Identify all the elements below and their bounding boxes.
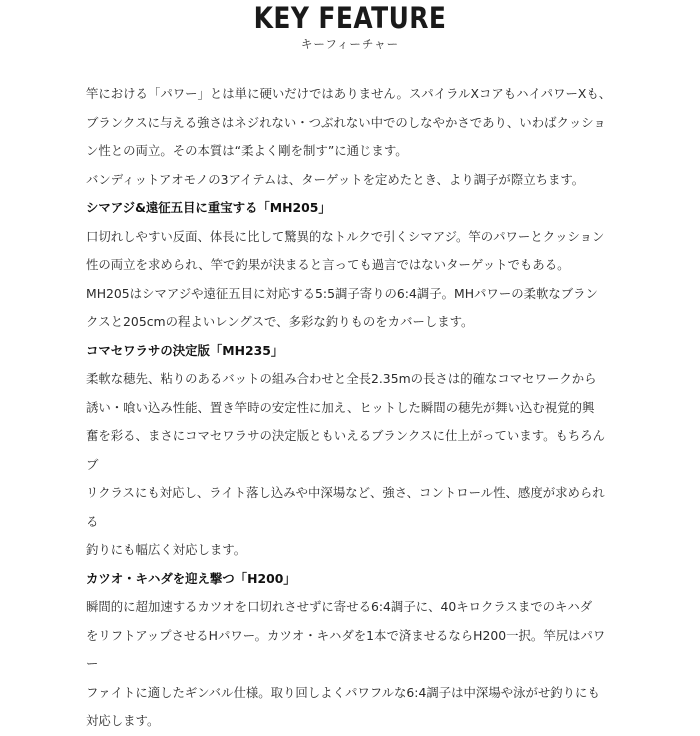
section-heading-mh235: コマセワラサの決定版「MH235」 bbox=[86, 342, 284, 358]
section-line: をリフトアップさせるHパワー。カツオ・キハダを1本で済ませるならH200一択。竿尻はパワー bbox=[86, 627, 606, 671]
section-line: 対応します。 bbox=[86, 713, 160, 728]
feature-body bbox=[86, 80, 616, 736]
feature-header bbox=[0, 0, 700, 52]
section-heading-mh205: シマアジ&遠征五目に重宝する「MH205」 bbox=[86, 200, 331, 215]
section-line: 誘い・喰い込み性能、置き竿時の安定性に加え、ヒットした瞬間の穂先が舞い込む視覚的興 bbox=[86, 399, 595, 415]
page-subtitle: キーフィーチャー bbox=[300, 37, 400, 51]
section-line: 口切れしやすい反面、体長に比して驚異的なトルクで引くシマアジ。竿のパワーとクッション bbox=[86, 228, 605, 244]
section-line: 性の両立を求められ、竿で釣果が決まると言っても過言ではないターゲットでもある。 bbox=[86, 257, 570, 272]
section-line: MH205はシマアジや遠征五目に対応する5:5調子寄りの6:4調子。MHパワーの柔軟なブラン bbox=[86, 285, 598, 301]
section-heading-h200: カツオ・キハダを迎え撃つ「H200」 bbox=[86, 570, 296, 586]
section-line: 奮を彩る、まさにコマセワラサの決定版ともいえるブランクスに仕上がっています。もちろんブ bbox=[86, 428, 606, 472]
section-line: 柔軟な穂先、粘りのあるバットの組み合わせと全長2.35mの長さは的確なコマセワークから bbox=[86, 371, 597, 386]
intro-line: ン性との両立。その本質は“柔よく剛を制す”に通じます。 bbox=[86, 143, 408, 158]
section-line: ファイトに適したギンバル仕様。取り回しよくパワフルな6:4調子は中深場や泳がせ釣りにも bbox=[86, 684, 600, 700]
section-line: クスと205cmの程よいレングスで、多彩な釣りものをカバーします。 bbox=[86, 314, 474, 329]
intro-line: バンディットアオモノの3アイテムは、ターゲットを定めたとき、より調子が際立ちます。 bbox=[86, 171, 585, 187]
section-line: 瞬間的に超加速するカツオを口切れさせずに寄せる6:4調子に、40キロクラスまでのキハダ bbox=[86, 599, 593, 614]
intro-line: ブランクスに与える強さはネジれない・つぶれない中でのしなやかさであり、いわばクッショ bbox=[86, 114, 606, 130]
section-line: リクラスにも対応し、ライト落し込みや中深場など、強さ、コントロール性、感度が求められる bbox=[86, 485, 605, 529]
intro-line: 竿における「パワー」とは単に硬いだけではありません。スパイラルXコアもハイパワーXも、 bbox=[86, 86, 612, 101]
page-title: KEY FEATURE bbox=[253, 1, 447, 35]
section-line: 釣りにも幅広く対応します。 bbox=[86, 542, 247, 557]
